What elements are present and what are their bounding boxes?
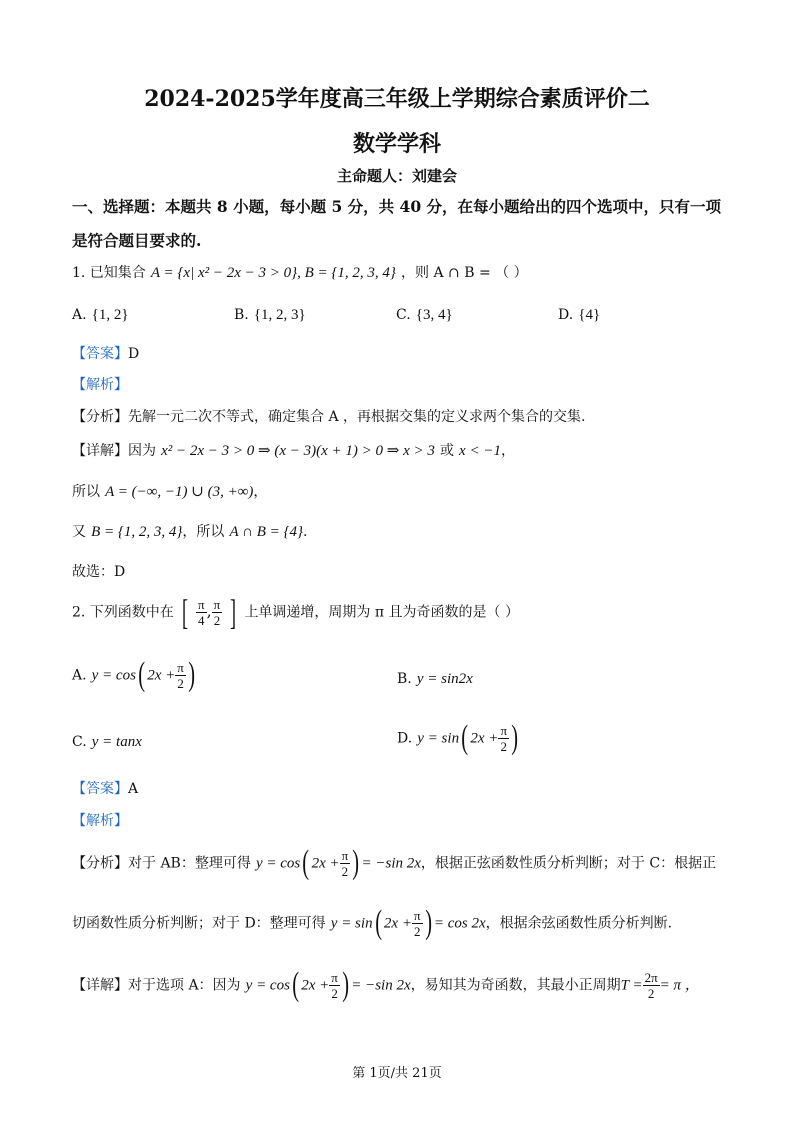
- answer-value: D: [128, 346, 140, 362]
- q1-xiangjie: 【详解】因为 x² − 2x − 3 > 0 ⇒ (x − 3)(x + 1) > 0 ⇒ x > 3 或 x < −1，: [72, 443, 515, 459]
- q1-fenxi: 【分析】先解一元二次不等式，确定集合 A ，再根据交集的定义求两个集合的交集.: [72, 409, 586, 425]
- q2-analysis-tag: 【解析】: [72, 813, 128, 829]
- answer-tag: 【答案】: [72, 346, 128, 362]
- q2-option-d: D. y = sin( 2x + $\frac{\pi}{2}$ ): [397, 719, 519, 756]
- section-heading-line2: 是符合题目要求的.: [72, 231, 202, 250]
- q1-option-c: C. {3, 4}: [396, 307, 453, 323]
- q1-line-you: 又 B = {1, 2, 3, 4}，所以 A ∩ B = {4}.: [72, 524, 308, 540]
- q1-answer: [72, 343, 139, 363]
- q2-fenxi-line1: 【分析】对于 AB：整理可得 y = cos( 2x + $\frac{\pi}{2}$ ) = −sin 2x，根据正弦函数性质分析判断；对于 C：根据正: [72, 844, 717, 881]
- author-line: 主命题人：刘建会: [336, 167, 457, 185]
- q1-line-suoyi: 所以 A = (−∞, −1) ∪ (3, +∞)，: [72, 484, 268, 500]
- q1-option-b: B. {1, 2, 3}: [234, 307, 306, 323]
- q1-option-a: A. {1, 2}: [72, 307, 129, 323]
- q2-option-a: A. y = cos( 2x + $\frac{\pi}{2}$ ): [72, 656, 195, 693]
- q2-fenxi-line2: 切函数性质分析判断；对于 D：整理可得 y = sin( 2x + $\frac{\pi}{2}$ ) = cos 2x，根据余弦函数性质分析判断.: [72, 904, 673, 941]
- q2-stem: 2. 下列函数中在 [ $\frac{\pi}{4}$ , $\frac{\pi}{2}$ ] 上单调递增，周期为 π 且为奇函数的是（ ）: [72, 592, 519, 632]
- q1-sets: A = {x| x² − 2x − 3 > 0}, B = {1, 2, 3, 4}: [150, 265, 396, 281]
- q2-option-b: B. y = sin2x: [397, 671, 473, 687]
- exam-title: 2024-2025学年度高三年级上学期综合素质评价二: [144, 86, 650, 112]
- q2-option-c: C. y = tanx: [72, 734, 142, 750]
- q1-prefix: 1. 已知集合: [72, 265, 146, 281]
- subject-title: 数学学科: [352, 131, 441, 157]
- page-footer: 第 1页/共 21页: [352, 1066, 442, 1081]
- q1-analysis-tag: 【解析】: [72, 377, 128, 393]
- fenxi-tag: 【分析】: [72, 409, 128, 425]
- q2-answer: 【答案】A: [72, 781, 139, 797]
- q1-suffix: ，则 A ∩ B = （ ）: [401, 265, 528, 281]
- q1-stem: [72, 262, 528, 282]
- q1-option-d: D. {4}: [558, 307, 601, 323]
- section-heading-line1: 一、选择题：本题共 8 小题，每小题 5 分，共 40 分，在每小题给出的四个选项中，只有一项: [72, 197, 722, 216]
- q2-xiangjie: 【详解】对于选项 A：因为 y = cos( 2x + $\frac{\pi}{2}$ ) = −sin 2x，易知其为奇函数，其最小正周期T = $\frac{2\pi}{2}$ = π ，: [72, 966, 700, 1003]
- q1-guxuan: 故选：D: [72, 564, 126, 580]
